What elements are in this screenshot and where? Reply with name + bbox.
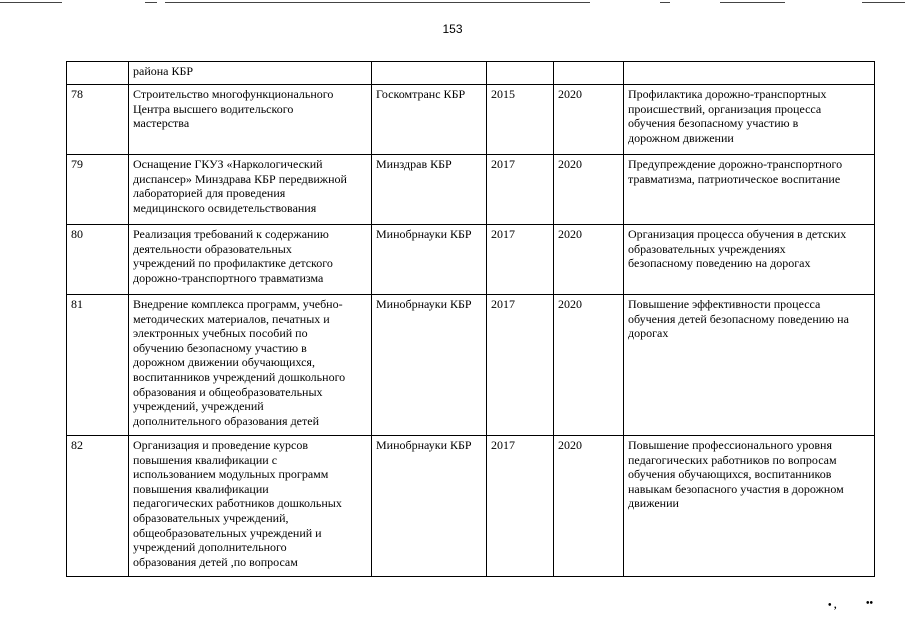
header-rule — [145, 2, 157, 3]
end-year-cell: 2020 — [554, 295, 624, 436]
row-number-cell: 78 — [67, 85, 129, 155]
table-body — [67, 62, 875, 577]
scan-mark: •​• — [866, 598, 874, 609]
table-row — [67, 436, 875, 577]
row-number-cell: 79 — [67, 155, 129, 225]
page-number: 153 — [442, 22, 463, 36]
row-number-cell: 80 — [67, 225, 129, 295]
executor-cell: Минздрав КБР — [372, 155, 487, 225]
start-year-cell: 2017 — [487, 225, 554, 295]
executor-cell: Минобрнауки КБР — [372, 225, 487, 295]
end-year-cell: 2020 — [554, 225, 624, 295]
start-year-cell: 2015 — [487, 85, 554, 155]
result-cell — [624, 62, 875, 85]
row-number-cell — [67, 62, 129, 85]
table-row — [67, 62, 875, 85]
executor-cell: Минобрнауки КБР — [372, 295, 487, 436]
table-row — [67, 85, 875, 155]
executor-cell: Минобрнауки КБР — [372, 436, 487, 577]
result-cell: Повышение профессионального уровня педагогических работников по вопросам обучения обучающихся, воспитанников навыкам безопасного участия в дорожном движении — [624, 436, 875, 577]
scan-mark: • , — [828, 600, 837, 611]
measure-cell: Строительство многофункционального Центра высшего водительского мастерства — [129, 85, 372, 155]
measure-cell: Оснащение ГКУЗ «Наркологический диспансер» Минздрава КБР передвижной лабораторией для проведения медицинского освидетельствования — [129, 155, 372, 225]
measures-table — [66, 61, 875, 577]
table-row — [67, 155, 875, 225]
header-rule — [165, 2, 590, 3]
table-row — [67, 225, 875, 295]
result-cell: Организация процесса обучения в детских образовательных учреждениях безопасному поведению на дорогах — [624, 225, 875, 295]
measure-cell: Реализация требований к содержанию деятельности образовательных учреждений по профилактике детского дорожно-транспортного травматизма — [129, 225, 372, 295]
header-rule — [862, 2, 905, 3]
table-row — [67, 295, 875, 436]
start-year-cell: 2017 — [487, 436, 554, 577]
start-year-cell: 2017 — [487, 295, 554, 436]
measure-cell: Организация и проведение курсов повышения квалификации с использованием модульных программ повышения квалификации педагогических работников дошкольных образовательных учреждений, общеобразовательных учреждений и учреждений дополнительного образования детей ,по вопросам — [129, 436, 372, 577]
measure-cell: района КБР — [129, 62, 372, 85]
result-cell: Повышение эффективности процесса обучения детей безопасному поведению на дорогах — [624, 295, 875, 436]
start-year-cell: 2017 — [487, 155, 554, 225]
result-cell: Профилактика дорожно-транспортных происшествий, организация процесса обучения безопасному участию в дорожном движении — [624, 85, 875, 155]
end-year-cell: 2020 — [554, 85, 624, 155]
end-year-cell: 2020 — [554, 436, 624, 577]
start-year-cell — [487, 62, 554, 85]
end-year-cell: 2020 — [554, 155, 624, 225]
executor-cell — [372, 62, 487, 85]
executor-cell: Госкомтранс КБР — [372, 85, 487, 155]
measure-cell: Внедрение комплекса программ, учебно- методических материалов, печатных и электронных учебных пособий по обучению безопасному участию в дорожном движении обучающихся, воспитанников учреждений дошкольного образования и общеобразовательных учреждений, учреждений дополнительного образования детей — [129, 295, 372, 436]
header-rule — [720, 2, 785, 3]
row-number-cell: 82 — [67, 436, 129, 577]
result-cell: Предупреждение дорожно-транспортного травматизма, патриотическое воспитание — [624, 155, 875, 225]
header-rule — [0, 2, 62, 3]
row-number-cell: 81 — [67, 295, 129, 436]
end-year-cell — [554, 62, 624, 85]
header-rule — [660, 2, 670, 3]
